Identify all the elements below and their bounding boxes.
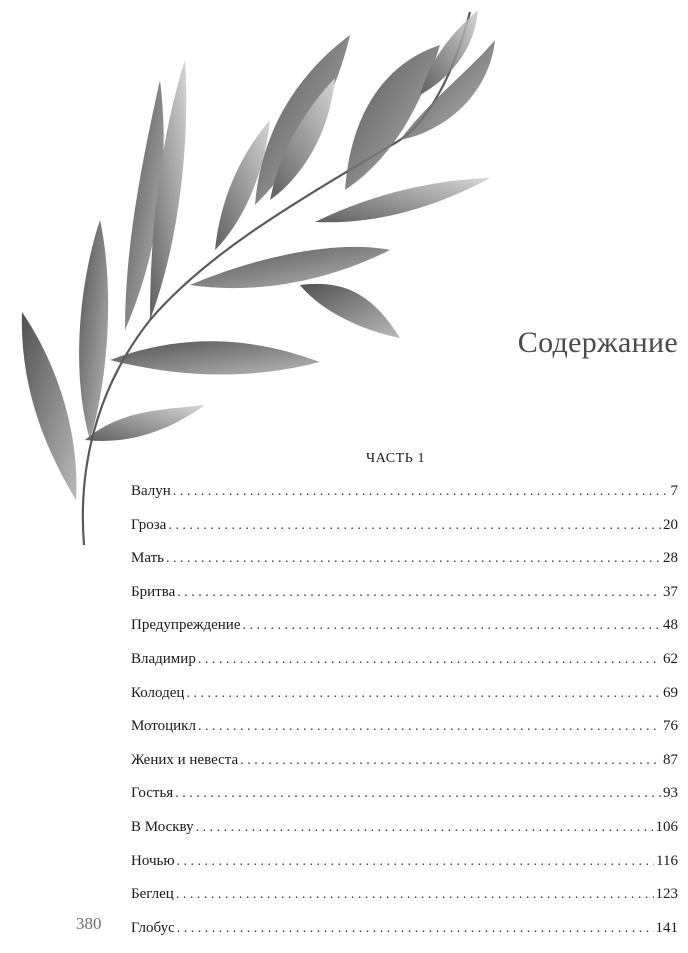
part-heading: ЧАСТЬ 1 — [366, 451, 426, 466]
toc-entry-page: 87 — [663, 751, 678, 768]
toc-entry-title: Предупреждение — [131, 617, 241, 634]
toc-entry-page: 116 — [656, 852, 678, 869]
leader-dots — [198, 652, 661, 668]
leader-dots — [177, 854, 655, 870]
toc-entry[interactable] — [131, 819, 678, 853]
toc-entry[interactable] — [131, 584, 678, 618]
toc-entry-title: Гостья — [131, 785, 174, 802]
toc-entry-title: Бритва — [131, 583, 176, 600]
leader-dots — [166, 551, 661, 567]
leader-dots — [175, 786, 661, 802]
leader-dots — [240, 753, 661, 769]
toc-entry[interactable] — [131, 517, 678, 551]
toc-entry-title: Владимир — [131, 650, 196, 667]
toc-entry-title: Гроза — [131, 516, 167, 533]
toc-entry[interactable] — [131, 886, 678, 920]
toc-entry-page: 20 — [663, 516, 678, 533]
leader-dots — [177, 921, 654, 937]
toc-entry[interactable] — [131, 718, 678, 752]
toc-entry-page: 7 — [670, 483, 678, 499]
toc-entry-page: 123 — [655, 886, 678, 903]
leader-dots — [168, 518, 661, 534]
toc-entry-title: Мать — [131, 550, 165, 567]
toc-entry[interactable] — [131, 483, 678, 517]
toc-entry-page: 62 — [663, 650, 678, 667]
toc-entry-page: 141 — [655, 919, 678, 936]
page-title: Содержание — [517, 326, 678, 359]
toc-entry[interactable] — [131, 685, 678, 719]
toc-entry[interactable] — [131, 651, 678, 685]
toc-entry-page: 76 — [663, 718, 678, 735]
leader-dots — [242, 618, 661, 634]
leader-dots — [198, 719, 661, 735]
toc-entry-title: Колодец — [131, 684, 185, 701]
toc-entry-page: 37 — [663, 583, 678, 600]
leader-dots — [173, 484, 669, 500]
toc-entry[interactable] — [131, 853, 678, 887]
toc-entry-page: 106 — [655, 818, 678, 835]
toc-entry[interactable] — [131, 920, 678, 953]
leader-dots — [186, 686, 661, 702]
toc-entry-page: 28 — [663, 550, 678, 567]
toc-entry-page: 48 — [663, 617, 678, 634]
leaf-branch-icon — [0, 0, 520, 560]
leader-dots — [177, 585, 661, 601]
toc-entry-page: 93 — [663, 785, 678, 802]
toc-entry-title: Ночью — [131, 852, 175, 869]
leader-dots — [196, 820, 654, 836]
toc-entry[interactable] — [131, 785, 678, 819]
toc-entry-title: Валун — [131, 483, 171, 499]
toc-entry-title: Мотоцикл — [131, 718, 196, 735]
toc-entry[interactable] — [131, 617, 678, 651]
page-number: 380 — [76, 914, 102, 933]
toc-entry-title: В Москву — [131, 818, 194, 835]
toc-entry-page: 69 — [663, 684, 678, 701]
toc-entry-title: Беглец — [131, 886, 174, 903]
leader-dots — [176, 887, 654, 903]
toc-entry-title: Глобус — [131, 919, 175, 936]
table-of-contents — [131, 483, 678, 953]
toc-entry[interactable] — [131, 752, 678, 786]
toc-entry[interactable] — [131, 550, 678, 584]
toc-entry-title: Жених и невеста — [131, 751, 239, 768]
